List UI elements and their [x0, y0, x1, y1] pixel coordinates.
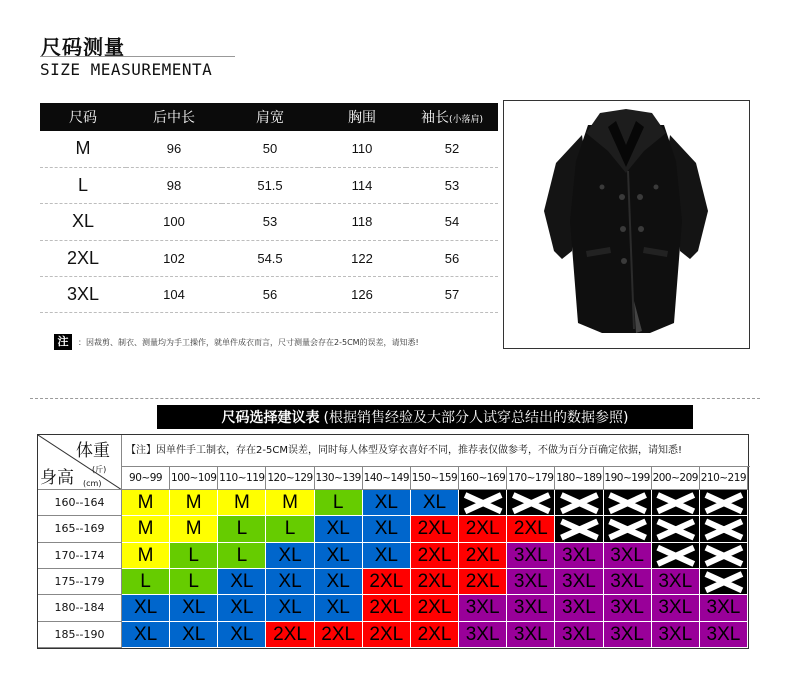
size-recommendation-cell: M	[170, 516, 218, 542]
header-sleeve: 袖长(小落肩)	[406, 103, 498, 131]
page-title-en: SIZE MEASUREMENTA	[40, 60, 213, 79]
height-row-header: 185--190	[38, 622, 122, 648]
height-row-header: 170--174	[38, 543, 122, 569]
size-cell: XL	[40, 204, 126, 240]
size-recommendation-cell: 3XL	[604, 622, 652, 648]
grid-notice: 【注】因单件手工制衣，存在2-5CM误差，同时每人体型及穿衣喜好不同，推荐表仅做参考，不做为百分百确定依据，请知悉!	[122, 435, 750, 467]
size-recommendation-cell: XL	[266, 595, 314, 621]
measurement-cell: 110	[318, 131, 406, 167]
size-recommendation-cell: 3XL	[652, 569, 700, 595]
size-recommendation-cell: 3XL	[604, 569, 652, 595]
weight-column-header: 200~209	[652, 467, 700, 490]
section-divider	[30, 398, 760, 399]
size-recommendation-cell: 3XL	[604, 595, 652, 621]
measurement-cell: 96	[126, 131, 222, 167]
measurement-cell: 102	[126, 240, 222, 276]
height-label: 身高	[40, 468, 74, 488]
height-row-header: 175--179	[38, 569, 122, 595]
measurement-cell: 53	[222, 204, 318, 240]
measurement-row	[40, 277, 498, 313]
size-recommendation-cell: 3XL	[459, 595, 507, 621]
size-recommendation-cell: M	[218, 490, 266, 516]
size-recommendation-cell: 3XL	[652, 622, 700, 648]
size-recommendation-cell: 3XL	[507, 543, 555, 569]
weight-column-header: 120~129	[266, 467, 314, 490]
size-recommendation-cell: 3XL	[555, 569, 603, 595]
size-cell: 3XL	[40, 277, 126, 313]
weight-column-header: 180~189	[555, 467, 603, 490]
unavailable-cell	[700, 490, 748, 516]
size-recommendation-cell: 2XL	[363, 569, 411, 595]
measurement-cell: 122	[318, 240, 406, 276]
size-cell: L	[40, 167, 126, 203]
measurement-cell: 98	[126, 167, 222, 203]
height-row-header: 165--169	[38, 516, 122, 542]
size-recommendation-cell: 3XL	[555, 622, 603, 648]
height-unit: (cm)	[83, 479, 102, 488]
black-long-coat-image	[504, 101, 749, 348]
size-recommendation-cell: L	[170, 543, 218, 569]
size-recommendation-cell: XL	[170, 622, 218, 648]
size-recommendation-cell: 3XL	[700, 595, 748, 621]
size-recommendation-cell: M	[122, 543, 170, 569]
size-recommendation-cell: XL	[315, 543, 363, 569]
measurement-cell: 114	[318, 167, 406, 203]
size-recommendation-cell: 2XL	[363, 622, 411, 648]
measurement-cell: 56	[406, 240, 498, 276]
size-recommendation-cell: 2XL	[411, 622, 459, 648]
size-recommendation-cell: M	[122, 516, 170, 542]
size-recommendation-cell: 2XL	[363, 595, 411, 621]
measurement-header-row	[40, 103, 498, 131]
weight-column-header: 150~159	[411, 467, 459, 490]
weight-unit: (斤)	[92, 465, 107, 474]
recommendation-banner	[157, 405, 693, 429]
unavailable-cell	[652, 490, 700, 516]
size-recommendation-cell: 3XL	[604, 543, 652, 569]
weight-column-header: 130~139	[315, 467, 363, 490]
weight-column-header: 190~199	[604, 467, 652, 490]
unavailable-cell	[700, 543, 748, 569]
size-recommendation-cell: XL	[266, 569, 314, 595]
size-recommendation-cell: 2XL	[459, 516, 507, 542]
measurement-note	[54, 334, 419, 350]
size-recommendation-cell: XL	[315, 569, 363, 595]
measurement-cell: 53	[406, 167, 498, 203]
size-cell: 2XL	[40, 240, 126, 276]
size-recommendation-cell: XL	[266, 543, 314, 569]
size-recommendation-cell: 3XL	[652, 595, 700, 621]
measurement-cell: 126	[318, 277, 406, 313]
size-recommendation-cell: 3XL	[507, 622, 555, 648]
size-recommendation-cell: 3XL	[507, 595, 555, 621]
size-recommendation-cell: L	[170, 569, 218, 595]
size-recommendation-cell: 2XL	[459, 569, 507, 595]
size-recommendation-cell: 3XL	[700, 622, 748, 648]
unavailable-cell	[604, 516, 652, 542]
measurement-row	[40, 240, 498, 276]
size-recommendation-cell: XL	[315, 516, 363, 542]
size-recommendation-cell: L	[218, 543, 266, 569]
size-recommendation-cell: 3XL	[555, 595, 603, 621]
size-recommendation-cell: M	[170, 490, 218, 516]
measurement-cell: 52	[406, 131, 498, 167]
size-recommendation-cell: 3XL	[555, 543, 603, 569]
size-recommendation-cell: 3XL	[507, 569, 555, 595]
size-recommendation-cell: L	[266, 516, 314, 542]
coat-photo	[503, 100, 750, 349]
measurement-cell: 100	[126, 204, 222, 240]
measurement-cell: 54	[406, 204, 498, 240]
size-recommendation-cell: XL	[363, 516, 411, 542]
size-recommendation-cell: 2XL	[411, 569, 459, 595]
size-recommendation-cell: XL	[218, 569, 266, 595]
weight-column-header: 160~169	[459, 467, 507, 490]
weight-column-header: 100~109	[170, 467, 218, 490]
unavailable-cell	[459, 490, 507, 516]
size-recommendation-cell: L	[122, 569, 170, 595]
size-cell: M	[40, 131, 126, 167]
header-shoulder: 肩宽	[222, 103, 318, 131]
note-badge: 注	[54, 334, 72, 350]
size-recommendation-cell: 2XL	[459, 543, 507, 569]
weight-column-header: 210~219	[700, 467, 748, 490]
weight-column-header: 140~149	[363, 467, 411, 490]
size-recommendation-cell: 2XL	[411, 595, 459, 621]
measurement-row	[40, 167, 498, 203]
unavailable-cell	[604, 490, 652, 516]
size-recommendation-cell: 3XL	[459, 622, 507, 648]
unavailable-cell	[555, 490, 603, 516]
weight-column-header: 170~179	[507, 467, 555, 490]
size-recommendation-cell: XL	[411, 490, 459, 516]
measurement-cell: 50	[222, 131, 318, 167]
size-recommendation-cell: XL	[218, 595, 266, 621]
size-recommendation-cell: XL	[122, 595, 170, 621]
unavailable-cell	[700, 516, 748, 542]
measurement-cell: 118	[318, 204, 406, 240]
unavailable-cell	[700, 569, 748, 595]
measurement-row	[40, 204, 498, 240]
header-chest: 胸围	[318, 103, 406, 131]
size-recommendation-cell: XL	[315, 595, 363, 621]
note-text: ：因裁剪、制衣、测量均为手工操作，就单件成衣而言，尺寸测量会存在2-5CM的误差，请知悉!	[78, 337, 419, 347]
measurement-row	[40, 131, 498, 167]
unavailable-cell	[555, 516, 603, 542]
size-recommendation-grid	[37, 434, 749, 649]
weight-label: 体重	[76, 441, 110, 461]
size-recommendation-cell: M	[122, 490, 170, 516]
weight-column-header: 110~119	[218, 467, 266, 490]
unavailable-cell	[652, 516, 700, 542]
banner-subtitle: (根据销售经验及大部分人试穿总结出的数据参照)	[323, 410, 629, 426]
measurement-cell: 57	[406, 277, 498, 313]
size-recommendation-cell: XL	[363, 490, 411, 516]
measurement-cell: 51.5	[222, 167, 318, 203]
size-recommendation-cell: 2XL	[411, 543, 459, 569]
height-row-header: 180--184	[38, 595, 122, 621]
header-size: 尺码	[40, 103, 126, 131]
size-recommendation-cell: XL	[363, 543, 411, 569]
unavailable-cell	[652, 543, 700, 569]
size-recommendation-cell: L	[315, 490, 363, 516]
size-recommendation-cell: 2XL	[266, 622, 314, 648]
unavailable-cell	[507, 490, 555, 516]
size-recommendation-cell: L	[218, 516, 266, 542]
size-recommendation-cell: 2XL	[411, 516, 459, 542]
page-title-cn: 尺码测量	[41, 35, 125, 59]
title-divider	[40, 56, 235, 57]
measurement-cell: 56	[222, 277, 318, 313]
size-recommendation-cell: M	[266, 490, 314, 516]
sleeve-note: (小落肩)	[448, 115, 484, 125]
measurement-cell: 104	[126, 277, 222, 313]
height-row-header: 160--164	[38, 490, 122, 516]
size-recommendation-cell: 2XL	[507, 516, 555, 542]
size-recommendation-cell: XL	[170, 595, 218, 621]
banner-title: 尺码选择建议表	[221, 410, 320, 426]
size-recommendation-cell: XL	[122, 622, 170, 648]
measurement-cell: 54.5	[222, 240, 318, 276]
size-recommendation-cell: XL	[218, 622, 266, 648]
measurement-table	[40, 103, 498, 313]
header-back-length: 后中长	[126, 103, 222, 131]
size-recommendation-cell: 2XL	[315, 622, 363, 648]
weight-column-header: 90~99	[122, 467, 170, 490]
